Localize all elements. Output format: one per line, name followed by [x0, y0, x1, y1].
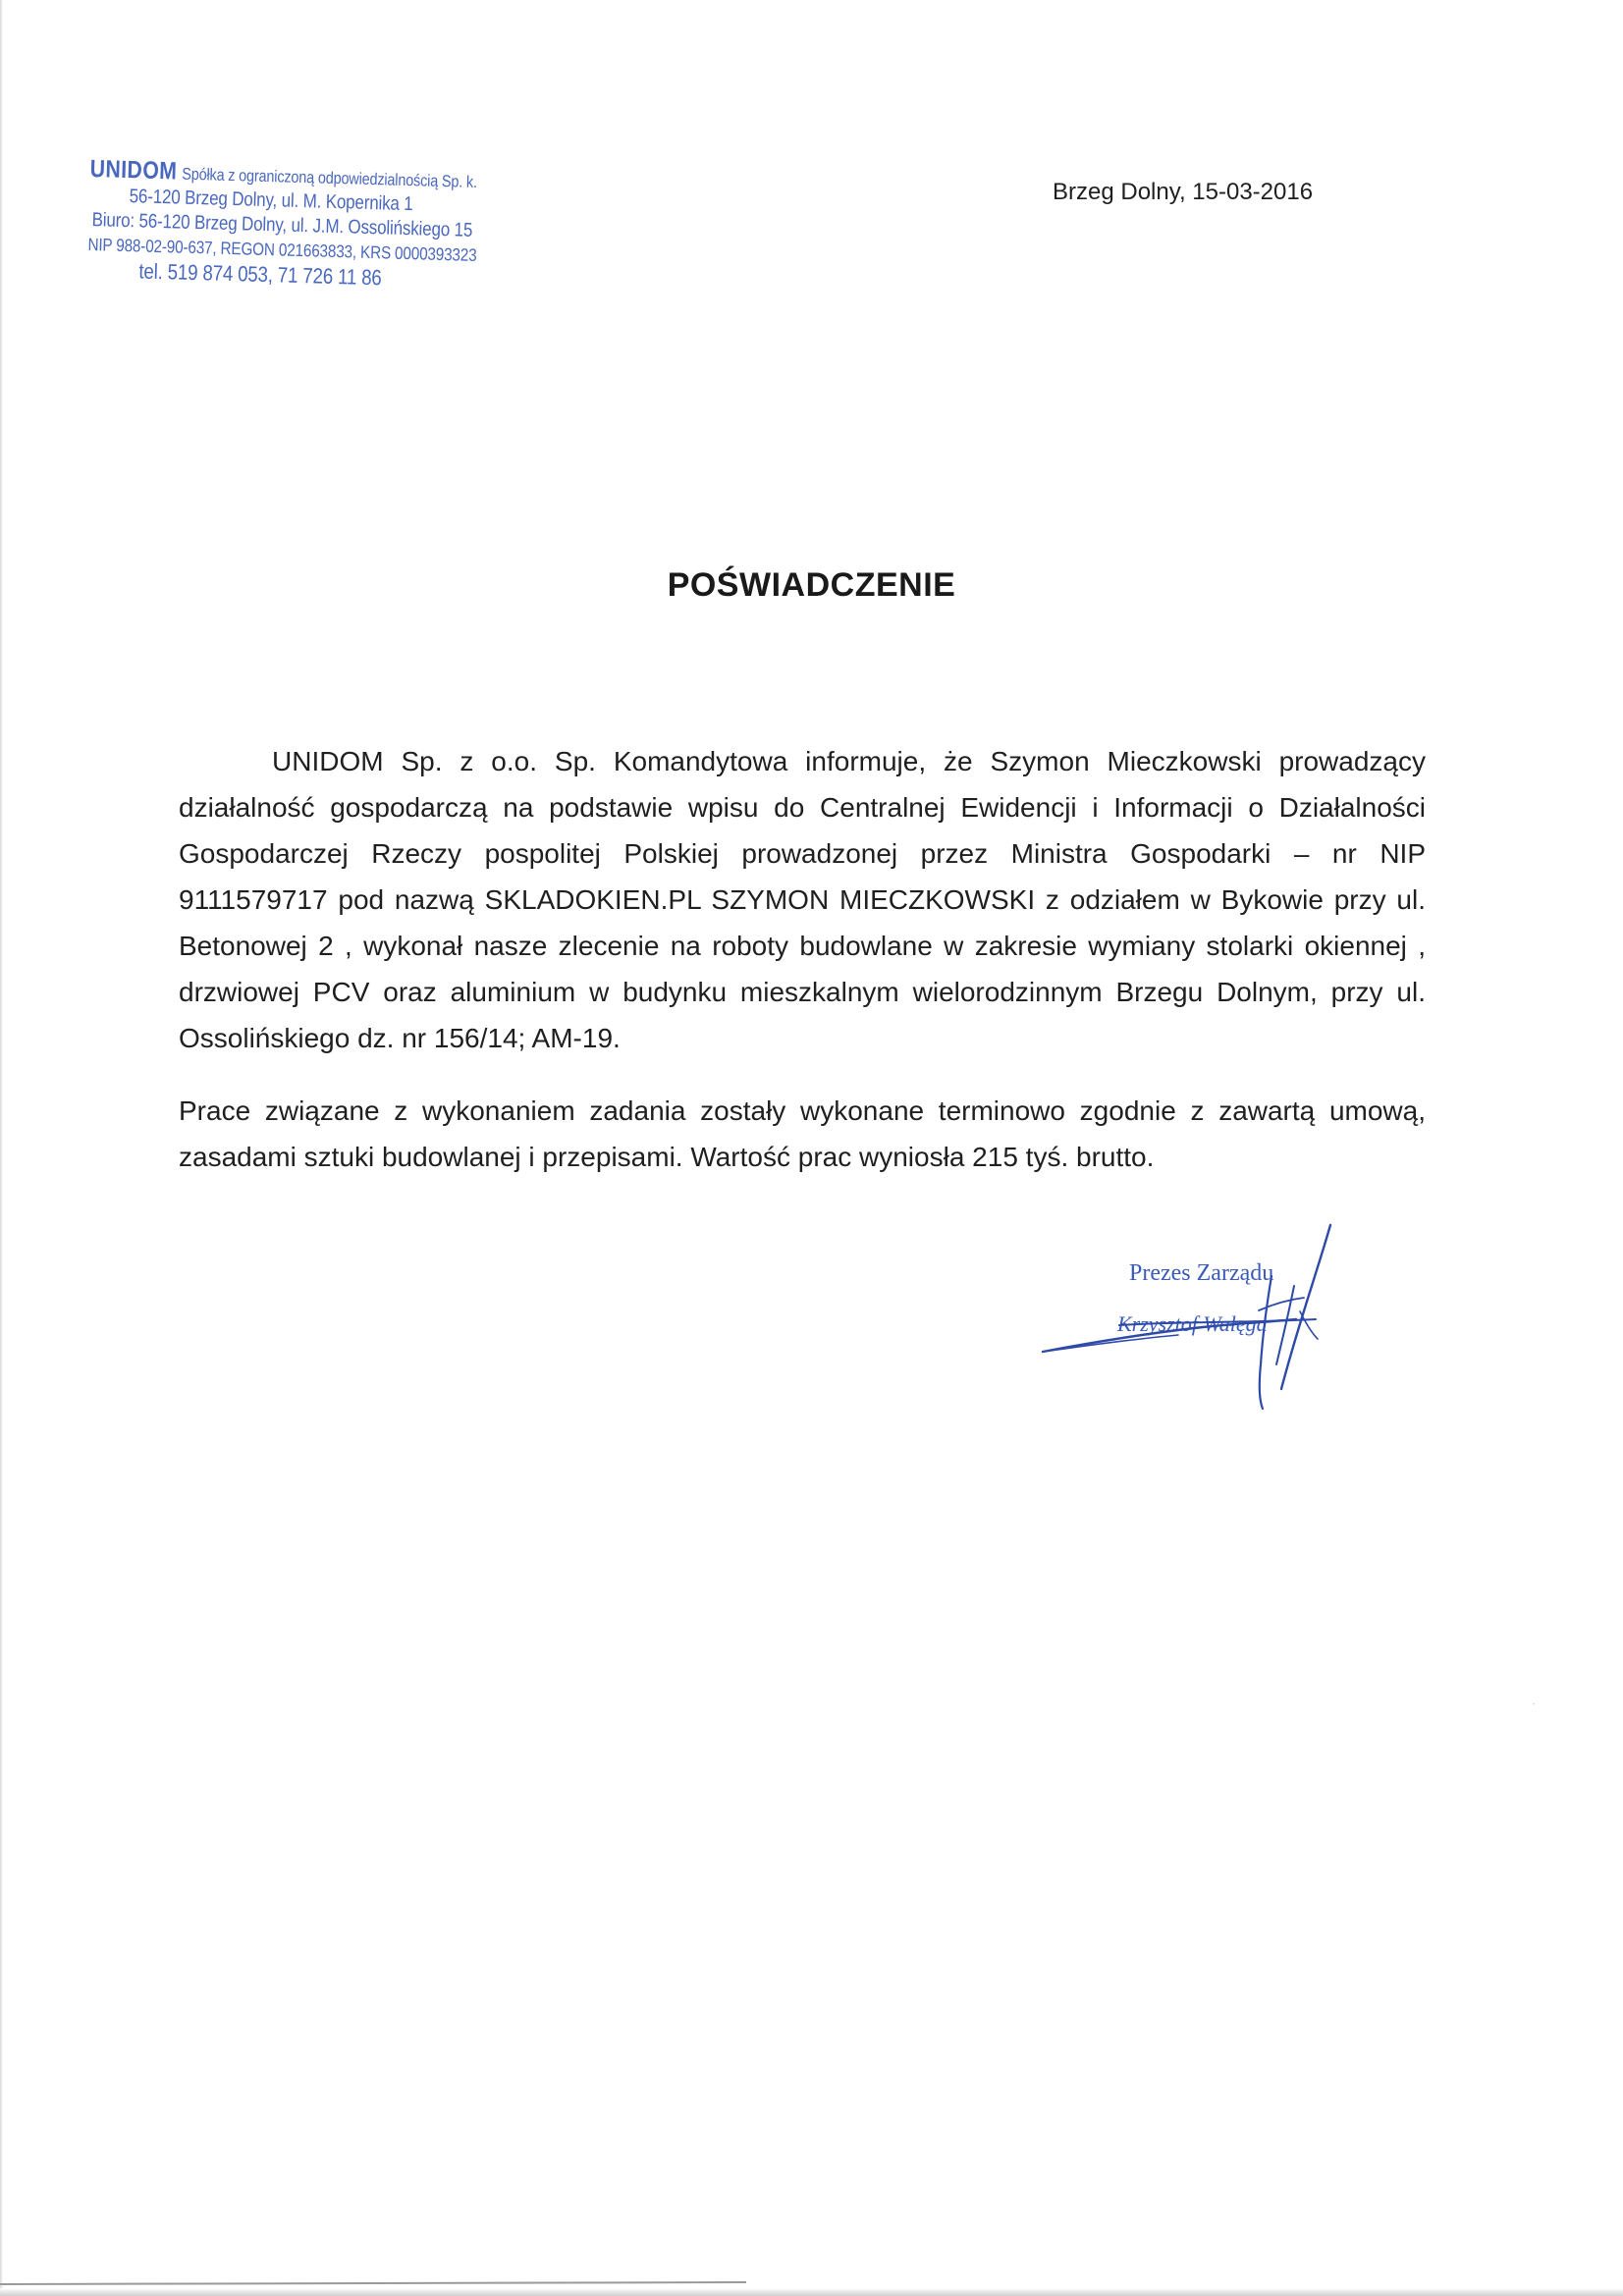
- signature-printed-name: Krzysztof Wałęga: [1117, 1311, 1268, 1336]
- stamp-line-address: 56-120 Brzeg Dolny, ul. M. Kopernika 1: [129, 186, 413, 216]
- document-date: Brzeg Dolny, 15-03-2016: [1053, 179, 1314, 205]
- stamp-line-office: Biuro: 56-120 Brzeg Dolny, ul. J.M. Ossolińskiego 15: [91, 209, 473, 241]
- body-paragraph-1: UNIDOM Sp. z o.o. Sp. Komandytowa informuje, że Szymon Mieczkowski prowadzący działalność gospodarczą na podstawie wpisu do Centralnej Ewidencji i Informacji o Działalności Gospodarczej Rzeczy pospolitej Polskiej prowadzonej przez Ministra Gospodarki – nr NIP 9111579717 pod nazwą SKLADOKIEN.PL SZYMON MIECZKOWSKI z odziałem w Bykowie przy ul. Betonowej 2 , wykonał nasze zlecenie na roboty budowlane w zakresie wymiany stolarki okiennej , drzwiowej PCV oraz aluminium w budynku mieszkalnym wielorodzinnym Brzegu Dolnym, przy ul. Ossolińskiego dz. nr 156/14; AM-19.: [179, 746, 1426, 1053]
- company-stamp: [86, 157, 551, 294]
- stamp-line-phone: tel. 519 874 053, 71 726 11 86: [138, 258, 382, 291]
- stamp-line-registry: NIP 988-02-90-637, REGON 021663833, KRS 0000393323: [87, 234, 477, 266]
- stamp-legal-form: Spółka z ograniczoną odpowiedzialnością Sp. k.: [182, 164, 478, 192]
- signature-title: Prezes Zarządu: [1129, 1260, 1274, 1286]
- scan-line-bottom: [0, 2281, 746, 2285]
- body-paragraph-2: Prace związane z wykonaniem zadania zostały wykonane terminowo zgodnie z zawartą umową, zasadami sztuki budowlanej i przepisami. Wartość prac wyniosła 215 tyś. brutto.: [179, 1095, 1426, 1172]
- scan-edge-left: [0, 0, 3, 2296]
- stamp-brand: UNIDOM: [89, 155, 178, 186]
- handwritten-signature: [1031, 1217, 1365, 1414]
- scan-edge-bottom: [0, 2288, 1623, 2296]
- document-title: POŚWIADCZENIE: [667, 566, 956, 604]
- scan-speck: ·: [1532, 1696, 1536, 1710]
- signature-block: [1031, 1217, 1365, 1414]
